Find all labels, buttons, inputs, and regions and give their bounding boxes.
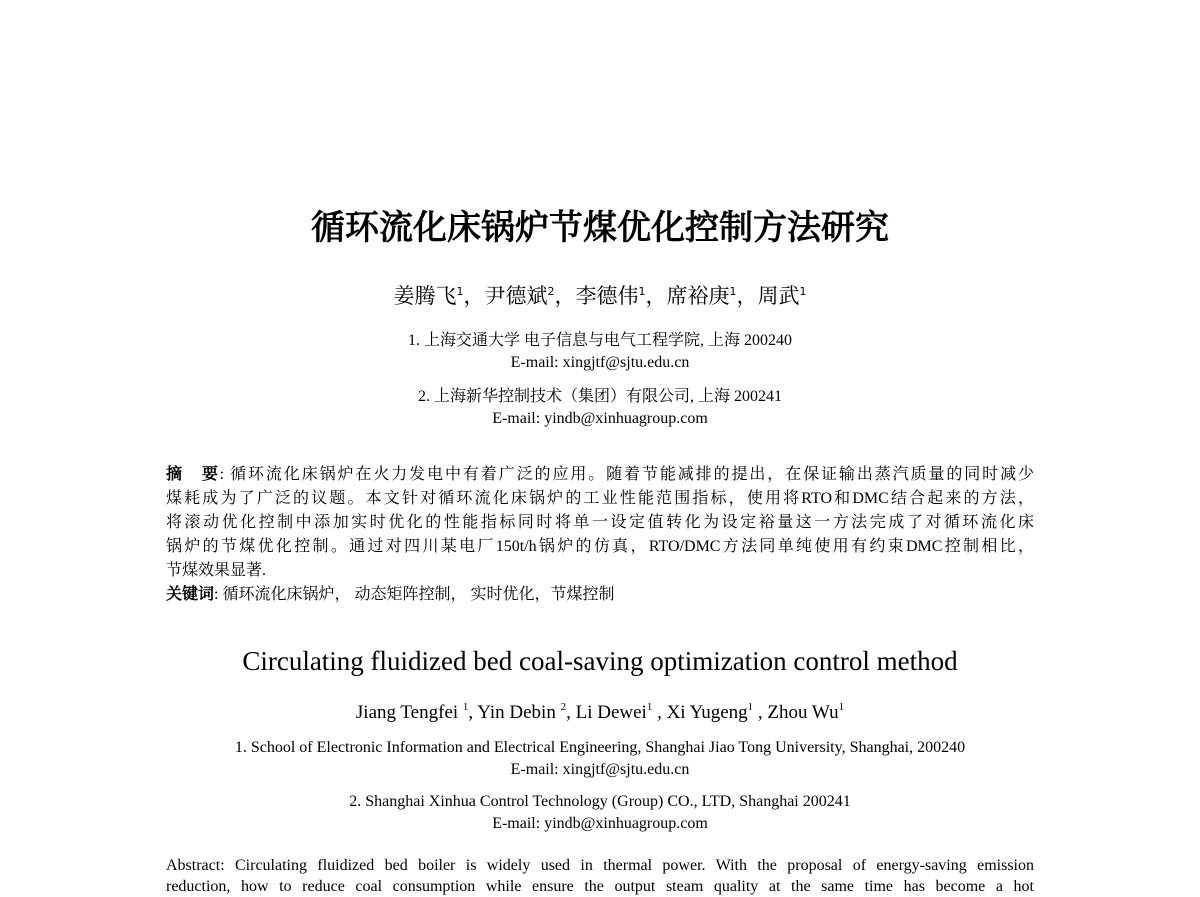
abstract-line: Abstract: Circulating fluidized bed boiler is widely used in thermal power. With the proposal of energy-saving emission [166,857,1034,874]
author: Yin Debin $^2$, [477,701,576,723]
author: 周武$^1$ [757,284,807,308]
chinese-keywords: 关键词: 循环流化床锅炉， 动态矩阵控制， 实时优化，节煤控制 [166,586,615,603]
abstract-line: 节煤效果显著. [166,562,267,579]
chinese-abstract [166,463,1034,607]
chinese-author-list [0,281,1200,311]
abstract-line: reduction, how to reduce coal consumption while ensure the output steam quality at the same time has become a hot [166,878,1034,895]
chinese-affiliation-2: 2. 上海新华控制技术（集团）有限公司, 上海 200241 [417,388,782,405]
abstract-line: 锅炉的节煤优化控制。通过对四川某电厂150t/h锅炉的仿真，RTO/DMC方法同单纯使用有约束DMC控制相比， [166,538,1034,555]
english-affiliation-1: 1. School of Electronic Information and Electrical Engineering, Shanghai Jiao Tong University, Shanghai, 200240 [234,739,966,756]
abstract-line: 将滚动优化控制中添加实时优化的性能指标同时将单一设定值转化为设定裕量这一方法完成了对循环流化床 [166,514,1034,531]
abstract-line: 摘 要: 循环流化床锅炉在火力发电中有着广泛的应用。随着节能减排的提出，在保证输出蒸汽质量的同时减少 [166,466,1034,483]
english-affiliation-2-email: E-mail: yindb@xinhuagroup.com [492,815,708,832]
chinese-affiliation-2-email: E-mail: yindb@xinhuagroup.com [492,410,708,427]
english-affiliation-2: 2. Shanghai Xinhua Control Technology (Group) CO., LTD, Shanghai 200241 [349,793,851,810]
author: Li Dewei$^1$ , [575,701,667,723]
abstract-line: 煤耗成为了广泛的议题。本文针对循环流化床锅炉的工业性能范围指标，使用将RTO和DMC结合起来的方法， [166,490,1034,507]
english-abstract [166,855,1034,897]
chinese-title: 循环流化床锅炉节煤优化控制方法研究 [311,208,889,248]
author: 席裕庚$^1$， [666,284,758,308]
author: Zhou Wu$^1$ [767,701,845,723]
author: Jiang Tengfei $^1$, [355,701,478,723]
english-title: Circulating fluidized bed coal-saving optimization control method [242,646,958,676]
author: 尹德斌$^2$， [484,284,576,308]
english-author-list [0,700,1200,726]
english-affiliation-1-email: E-mail: xingjtf@sjtu.edu.cn [510,761,690,778]
author: 李德伟$^1$， [575,284,667,308]
chinese-affiliation-1: 1. 上海交通大学 电子信息与电气工程学院, 上海 200240 [407,332,792,349]
author: Xi Yugeng$^1$ , [666,701,768,723]
abstract-label: 摘 要 [166,466,220,483]
author: 姜腾飞$^1$， [393,284,485,308]
chinese-affiliation-1-email: E-mail: xingjtf@sjtu.edu.cn [510,354,690,371]
keywords-label: 关键词 [166,586,215,603]
